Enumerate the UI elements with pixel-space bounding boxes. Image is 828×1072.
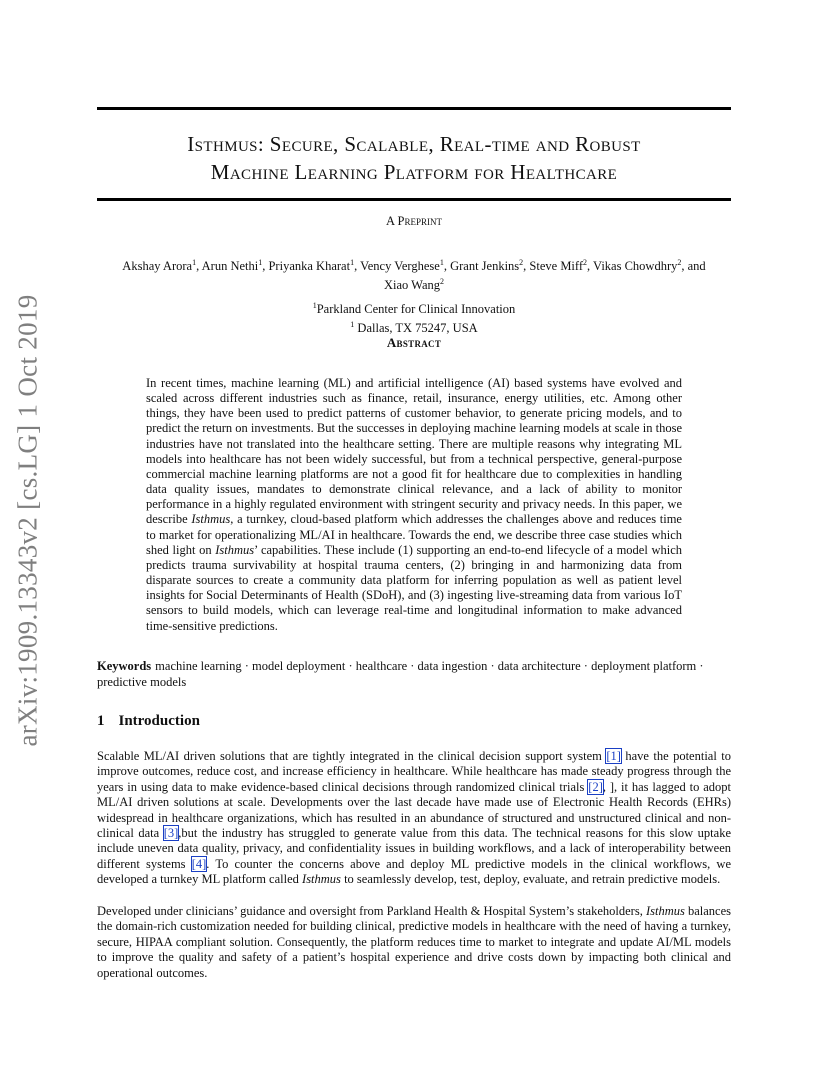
- title-line-2: Machine Learning Platform for Healthcare: [210, 160, 618, 184]
- section-heading: [97, 713, 200, 730]
- author-name: Vency Verghese: [360, 259, 440, 274]
- citation-link[interactable]: [3]: [163, 826, 179, 841]
- keywords: [97, 659, 731, 690]
- author-separator: ,: [587, 259, 594, 274]
- paragraph-text: , ], it has lagged to adopt ML/AI driven solutions at scale. Developments over the last decade have made use of Electronic Health Records (EHRs) widespread in healthcare organizations, which has resulted in an abundance of structured and unstructured clinical and non-clinical data: [97, 779, 731, 841]
- author-name: Akshay Arora: [122, 259, 193, 274]
- abstract-text: ’ capabilities. These include (1) supporting an end-to-end lifecycle of a model which predicts trauma survivability at hospital trauma centers, (2) bringing in and harmonizing data from disparate sources to create a community data platform for inferring population as well as patient level insights for Social Determinants of Health (SDoH), and (3) ingesting live-streaming data from various IoT sensors to build models, which can leverage real-time and longitudinal information to make advanced time-sensitive predictions.: [146, 542, 682, 633]
- author-name: Arun Nethi: [201, 259, 259, 274]
- author-name: Grant Jenkins: [450, 259, 520, 274]
- preprint-label: A Preprint: [386, 214, 442, 228]
- author-and: and: [687, 259, 706, 274]
- affiliation-marker: 1: [312, 301, 317, 310]
- citation-link[interactable]: [2]: [588, 779, 603, 794]
- platform-name: Isthmus: [191, 512, 231, 527]
- paragraph-text: Developed under clinicians’ guidance and oversight from Parkland Health & Hospital System’s stakeholders,: [97, 904, 646, 918]
- intro-paragraph-1: [97, 749, 731, 888]
- author-affiliation-marker: 1: [192, 258, 197, 267]
- author-affiliation-marker: 2: [519, 258, 524, 267]
- author-separator: ,: [443, 259, 451, 274]
- abstract-text: , a turnkey, cloud-based platform which addresses the challenges above and reduces time to market for operationalizing ML/AI in healthcare. Towards the end, we describe three case studies which shed light on: [146, 512, 682, 557]
- author-affiliation-marker: 2: [440, 277, 445, 287]
- keywords-label: Keywords: [97, 659, 152, 673]
- citation-link[interactable]: [1]: [606, 749, 621, 763]
- author-affiliation-marker: 1: [258, 258, 263, 267]
- author-separator: ,: [681, 259, 688, 274]
- paragraph-text: . To counter the concerns above and deploy ML predictive models in the clinical workflows, we developed a turnkey ML platform called: [97, 856, 731, 887]
- abstract-heading: Abstract: [386, 335, 442, 350]
- author-name: Vikas Chowdhry: [593, 259, 678, 274]
- title-line-1: Isthmus: Secure, Scalable, Real-time and Robust: [187, 132, 641, 156]
- arxiv-identifier: arXiv:1909.13343v2 [cs.LG] 1 Oct 2019: [12, 293, 43, 747]
- platform-name: Isthmus: [302, 872, 341, 887]
- paragraph-text: to seamlessly develop, test, deploy, evaluate, and retrain predictive models.: [340, 872, 721, 887]
- affiliation-name: Parkland Center for Clinical Innovation: [316, 302, 516, 317]
- platform-name: Isthmus: [215, 542, 255, 557]
- affiliation: [97, 298, 731, 336]
- platform-name: Isthmus: [645, 904, 685, 918]
- paper-title: [97, 130, 731, 186]
- author-name: Steve Miff: [529, 259, 584, 274]
- author-name: Priyanka Kharat: [268, 259, 351, 274]
- author-affiliation-marker: 1: [350, 258, 355, 267]
- section-title: Introduction: [118, 713, 200, 729]
- author-list: [97, 255, 731, 293]
- title-rule-bottom: [97, 198, 731, 201]
- author-separator: ,: [354, 259, 361, 274]
- author-affiliation-marker: 1: [439, 258, 444, 267]
- paragraph-text: ,but the industry has struggled to generate value from this data. The technical reasons for this slow uptake include uneven data quality, privacy, and confidentiality issues in building workflows, and a lack of interoperability between different systems: [97, 826, 732, 871]
- author-separator: ,: [523, 259, 530, 274]
- author-separator: ,: [262, 259, 269, 274]
- affiliation-marker: 1: [350, 320, 355, 330]
- paragraph-text: balances the domain-rich customization needed for building clinical, predictive models in healthcare with the need of having a turnkey, secure, HIPAA compliant solution. Consequently, the platform reduces time to market to integrate and update AI/ML models to improve the quality and safety of a patient’s hospital experience and drive costs down by impacting both clinical and operational outcomes.: [97, 904, 732, 980]
- abstract-body: [146, 376, 682, 634]
- author-name: Xiao Wang: [383, 278, 441, 293]
- keywords-text: machine learning · model deployment · healthcare · data ingestion · data architecture · deployment platform · predictive models: [97, 659, 704, 689]
- intro-paragraph-2: [97, 904, 731, 981]
- citation-link[interactable]: [4]: [191, 856, 207, 871]
- title-rule-top: [97, 107, 731, 110]
- paragraph-text: Scalable ML/AI driven solutions that are tightly integrated in the clinical decision support system: [97, 749, 607, 763]
- affiliation-address: Dallas, TX 75247, USA: [354, 321, 478, 336]
- arxiv-sidebar: [2, 293, 54, 747]
- abstract-text: In recent times, machine learning (ML) and artificial intelligence (AI) based systems have evolved and scaled across different industries such as finance, retail, insurance, energy utilities, etc. Among other things, they have been used to predict patterns of customer behavior, to generate pricing models, and to predict the return on investments. But the successes in deploying machine learning models at scale in those industries have not translated into the healthcare setting. There are multiple reasons why integrating ML models into healthcare has not been widely successful, but from a technical perspective, general-purpose commercial machine learning platforms are not a good fit for healthcare due to complexities in handling data quality issues, mandates to demonstrate clinical relevance, and a lack of ability to monitor performance in a highly regulated environment with stringent security and privacy needs. In this paper, we describe: [146, 376, 682, 527]
- author-affiliation-marker: 2: [583, 258, 588, 267]
- section-number: 1: [97, 713, 105, 729]
- author-separator: ,: [196, 259, 202, 274]
- paragraph-text: have the potential to improve outcomes, reduce cost, and increase efficiency in healthcare. While healthcare has made steady progress through the years in using data to make evidence-based clinical decisions through randomized clinical trials: [97, 749, 731, 794]
- author-affiliation-marker: 2: [677, 258, 682, 267]
